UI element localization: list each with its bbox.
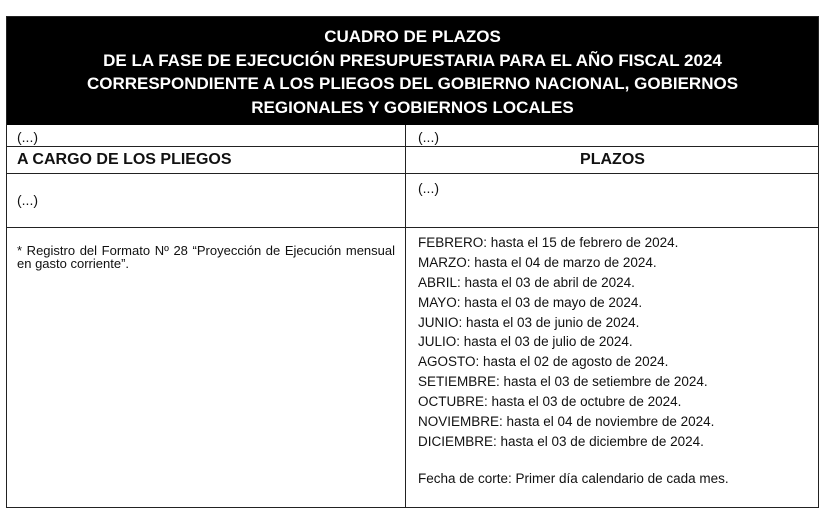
row-divider-2 xyxy=(7,173,818,174)
deadline-item: SETIEMBRE: hasta el 03 de setiembre de 2024. xyxy=(418,374,708,390)
deadline-list xyxy=(418,233,714,452)
header-line-2: DE LA FASE DE EJECUCIÓN PRESUPUESTARIA PARA EL AÑO FISCAL 2024 xyxy=(103,50,722,70)
column-header-left: A CARGO DE LOS PLIEGOS xyxy=(17,151,232,168)
table-header xyxy=(7,17,818,125)
deadline-item: JULIO: hasta el 03 de julio de 2024. xyxy=(418,334,633,350)
header-line-3: CORRESPONDIENTE A LOS PLIEGOS DEL GOBIERNO NACIONAL, GOBIERNOS xyxy=(86,74,739,93)
row-ellipsis-left: (...) xyxy=(17,192,38,208)
deadlines-table xyxy=(6,16,819,508)
deadline-item: MAYO: hasta el 03 de mayo de 2024. xyxy=(418,294,643,310)
column-divider xyxy=(405,125,406,507)
deadline-item: FEBRERO: hasta el 15 de febrero de 2024. xyxy=(418,235,679,250)
row-divider-1 xyxy=(7,146,818,147)
cutoff-note: Fecha de corte: Primer día calendario de cada mes. xyxy=(418,471,729,486)
deadline-item: JUNIO: hasta el 03 de junio de 2024. xyxy=(418,314,640,330)
deadline-item: MARZO: hasta el 04 de marzo de 2024. xyxy=(418,254,657,270)
deadline-item: ABRIL: hasta el 03 de abril de 2024. xyxy=(418,274,635,290)
deadline-item: DICIEMBRE: hasta el 03 de diciembre de 2024. xyxy=(418,433,704,449)
deadline-item: OCTUBRE: hasta el 03 de octubre de 2024. xyxy=(418,394,682,410)
column-header-right: PLAZOS xyxy=(580,151,645,168)
header-line-1: CUADRO DE PLAZOS xyxy=(324,27,501,46)
row-divider-3 xyxy=(7,227,818,228)
deadline-item: NOVIEMBRE: hasta el 04 de noviembre de 2024. xyxy=(418,414,715,430)
ellipsis-left: (...) xyxy=(17,129,38,145)
row-ellipsis-right: (...) xyxy=(418,180,439,196)
obligation-text: * Registro del Formato Nº 28 “Proyección de Ejecución mensual en gasto corriente”. xyxy=(17,243,395,271)
header-line-4: REGIONALES Y GOBIERNOS LOCALES xyxy=(251,97,574,117)
deadline-item: AGOSTO: hasta el 02 de agosto de 2024. xyxy=(418,354,669,370)
ellipsis-right: (...) xyxy=(418,129,439,145)
